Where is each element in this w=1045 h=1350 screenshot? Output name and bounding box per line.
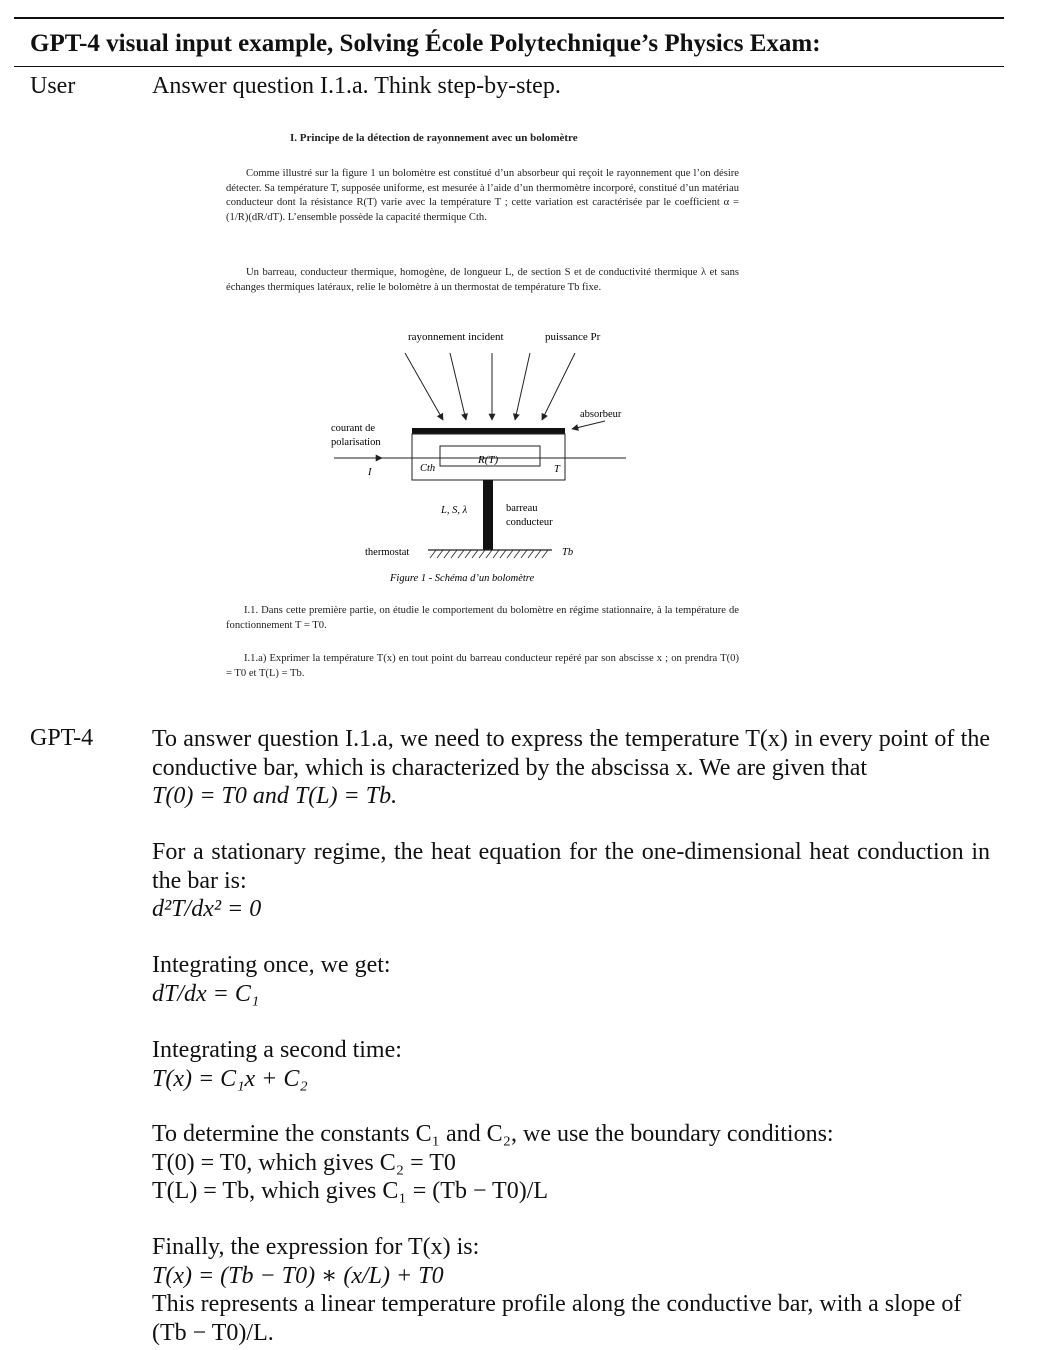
figure-caption: Figure 1 - Schéma d’un bolomètre <box>390 573 535 584</box>
response-paragraph-2 <box>152 838 990 924</box>
incident-arrow <box>515 353 530 420</box>
response-text: Integrating a second time: <box>152 1037 402 1063</box>
label-incident: rayonnement incident <box>408 331 504 343</box>
label-current-1: courant de <box>331 423 376 434</box>
response-math: T(0) = T0, which gives C₂ = T0 <box>152 1149 456 1176</box>
response-paragraph-4 <box>152 1036 990 1093</box>
response-text: To answer question I.1.a, we need to express the temperature T(x) in every point of the conductive bar, which is characterized by the abscissa x. We are given that <box>152 726 990 781</box>
response-math: T(L) = Tb, which gives C₁ = (Tb − T0)/L <box>152 1178 549 1204</box>
top-rule <box>14 17 1004 19</box>
incident-arrow <box>542 353 575 420</box>
response-math: T(x) = C₁x + C₂ <box>152 1065 308 1092</box>
label-temperature: T <box>554 464 560 475</box>
thermostat-hatching <box>430 550 548 558</box>
response-text: This represents a linear temperature profile along the conductive bar, with a slope of (Tb − T0)/L. <box>152 1291 962 1346</box>
conductive-bar <box>483 480 493 550</box>
absorber-pointer <box>572 421 605 429</box>
header-rule <box>14 66 1004 67</box>
response-text: For a stationary regime, the heat equation for the one-dimensional heat conduction in the bar is: <box>152 839 990 894</box>
page-title: GPT-4 visual input example, Solving École Polytechnique’s Physics Exam: <box>30 30 821 57</box>
label-absorber: absorbeur <box>580 409 622 420</box>
response-math: T(x) = (Tb − T0) ∗ (x/L) + T0 <box>152 1262 444 1289</box>
exam-question-intro: I.1. Dans cette première partie, on étudie le comportement du bolomètre en régime stationnaire, à la température de fonctionnement T = T0. <box>226 605 739 631</box>
exam-paragraph-1: Comme illustré sur la figure 1 un bolomètre est constitué d’un absorbeur qui reçoit le rayonnement que l’on désire détecter. Sa température T, supposée uniforme, est mesurée à l’aide d’un thermomètre incorporé, constitué d’un matériau conducteur dont la résistance R(T) varie avec la température T ; cette variation est caractérisée par le coefficient α = (1/R)(dR/dT). L’ensemble possède la capacité thermique Cth. <box>226 168 739 223</box>
absorber-plate <box>412 428 565 434</box>
user-prompt: Answer question I.1.a. Think step-by-step. <box>152 73 561 99</box>
label-bar-2: conducteur <box>506 517 553 528</box>
label-current-2: polarisation <box>331 437 381 448</box>
response-math: dT/dx = C₁ <box>152 980 260 1007</box>
label-tb: Tb <box>562 547 574 558</box>
incident-arrow <box>450 353 466 420</box>
response-paragraph-5 <box>152 1120 990 1206</box>
bolometer-figure <box>320 325 640 590</box>
response-math: d²T/dx² = 0 <box>152 896 262 922</box>
response-paragraph-6 <box>152 1233 990 1347</box>
label-bar-1: barreau <box>506 503 538 514</box>
user-speaker-label: User <box>30 73 76 99</box>
incident-arrow <box>405 353 443 420</box>
response-text: To determine the constants C₁ and C₂, we use the boundary conditions: <box>152 1121 834 1147</box>
assistant-speaker-label: GPT-4 <box>30 725 94 751</box>
exam-paragraph-2: Un barreau, conducteur thermique, homogène, de longueur L, de section S et de conductivité thermique λ et sans échanges thermiques latéraux, relie le bolomètre à un thermostat de température Tb fixe. <box>226 267 739 293</box>
response-paragraph-1 <box>152 725 990 811</box>
label-resistance: R(T) <box>478 454 499 466</box>
response-text: Finally, the expression for T(x) is: <box>152 1234 480 1260</box>
exam-section-title: I. Principe de la détection de rayonnement avec un bolomètre <box>290 132 578 144</box>
label-power: puissance Pr <box>545 331 601 343</box>
response-text: Integrating once, we get: <box>152 952 391 978</box>
label-thermostat: thermostat <box>365 547 410 558</box>
label-bar-params: L, S, λ <box>441 505 468 516</box>
response-math: T(0) = T0 and T(L) = Tb. <box>152 783 398 809</box>
response-paragraph-3 <box>152 951 990 1008</box>
label-cth: Cth <box>420 463 436 474</box>
label-current-I: I <box>368 467 372 478</box>
exam-question-1a: I.1.a) Exprimer la température T(x) en tout point du barreau conducteur repéré par son abscisse x ; on prendra T(0) = T0 et T(L) = Tb. <box>226 653 739 679</box>
